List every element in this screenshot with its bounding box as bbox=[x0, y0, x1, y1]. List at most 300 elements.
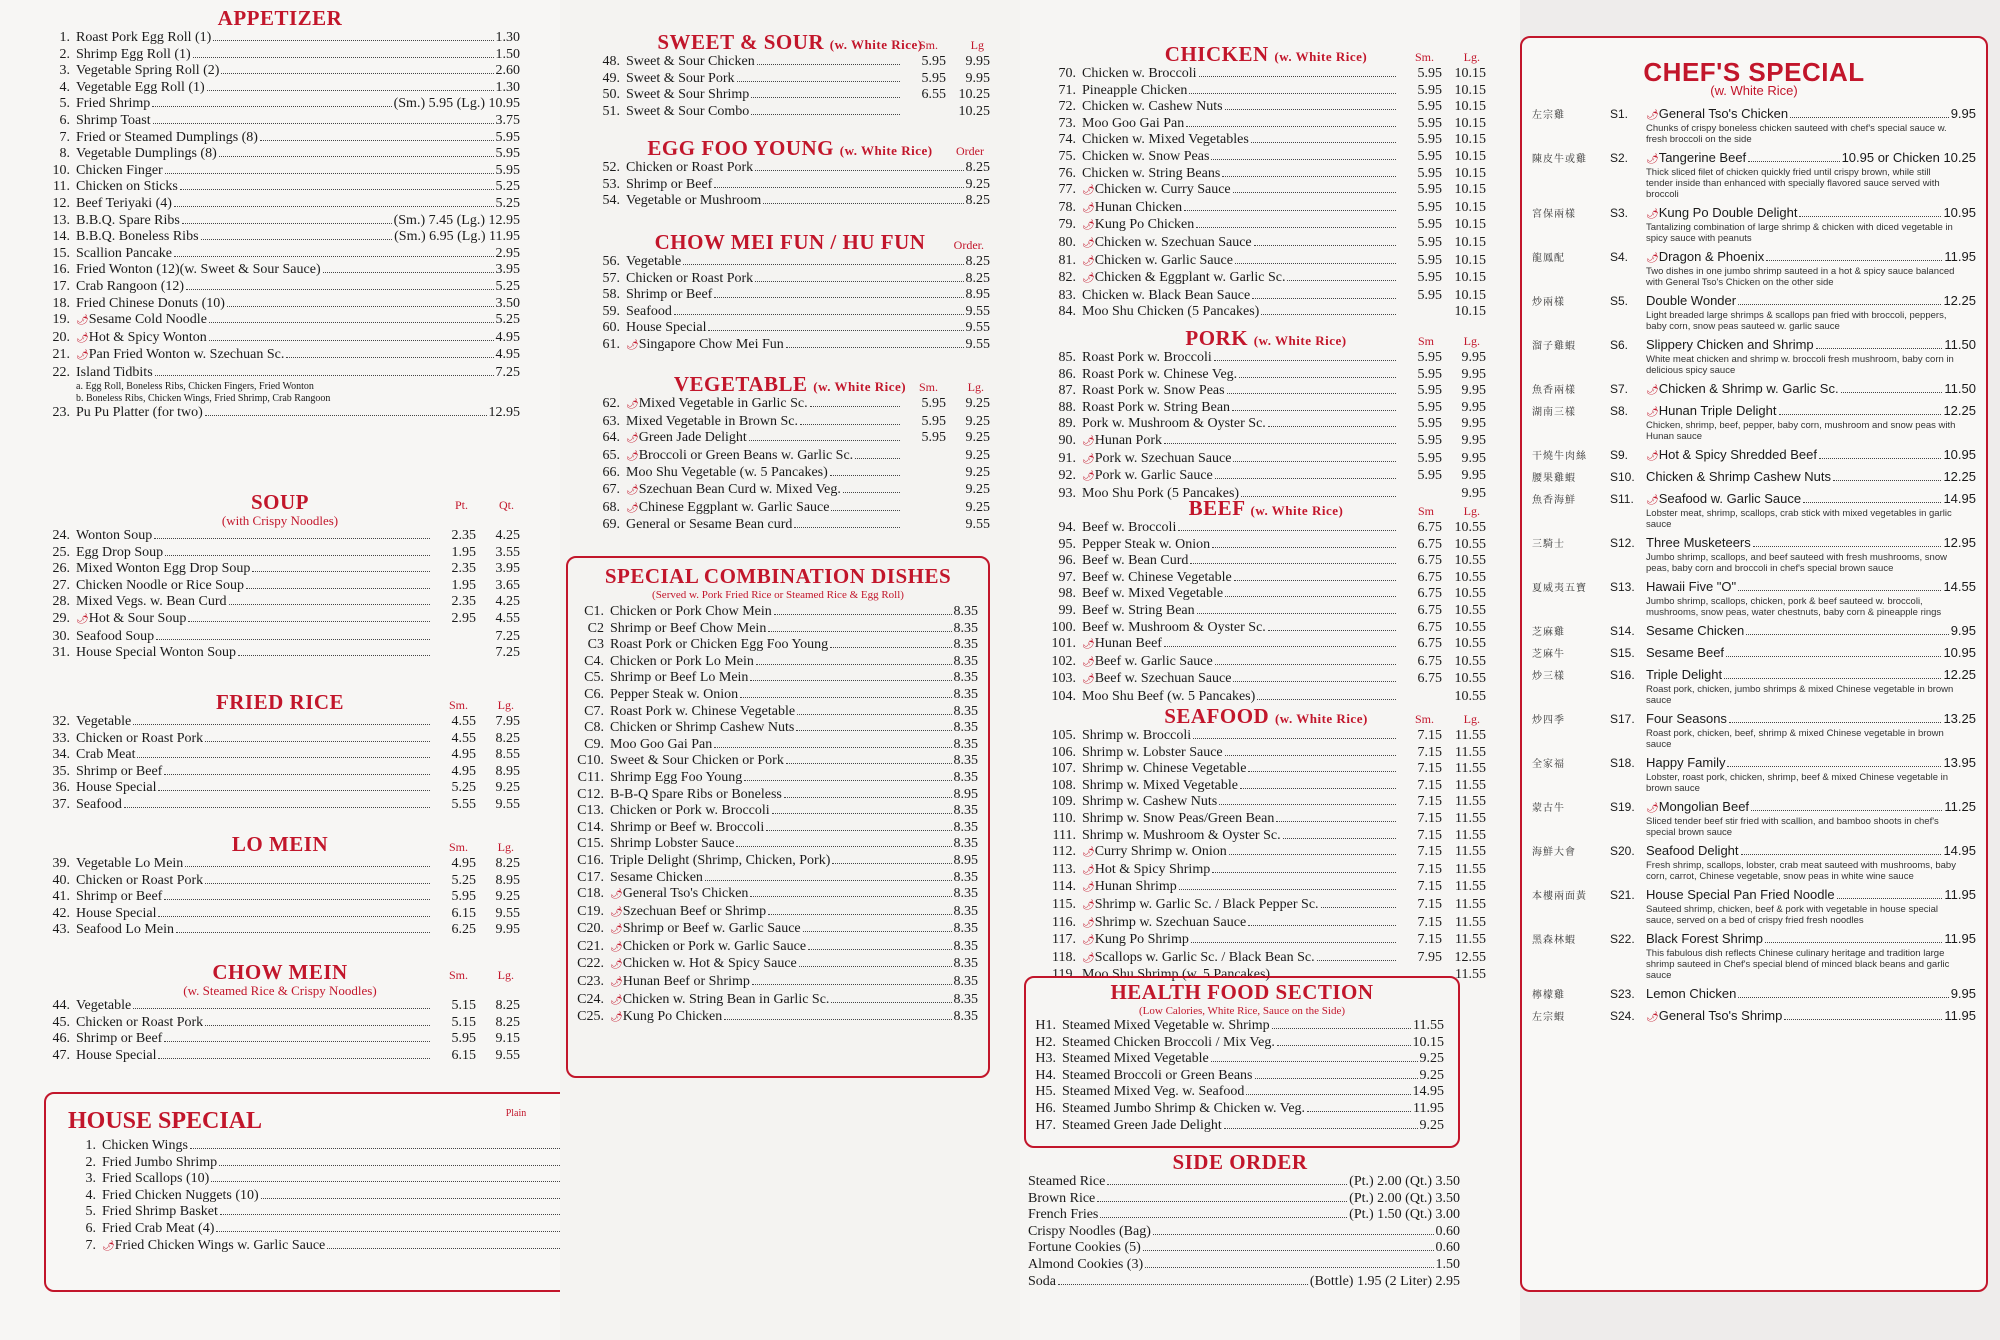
item-number: 69. bbox=[602, 517, 620, 533]
chinese-name: 魚香海鮮 bbox=[1532, 495, 1576, 506]
item-name: Seafood bbox=[626, 303, 672, 319]
item-price: 8.35 bbox=[953, 604, 978, 619]
item-price: 7.25 bbox=[495, 645, 520, 661]
item-price: 5.25 bbox=[495, 195, 520, 211]
item-number: 31. bbox=[52, 645, 70, 661]
item-price: 7.15 bbox=[1417, 777, 1442, 793]
item-description: Chicken, shrimp, beef, pepper, baby corn, mushroom and snow peas with Hunan sauce bbox=[1646, 420, 1956, 442]
item-name: House Special bbox=[76, 905, 157, 921]
menu-item-row bbox=[1046, 200, 1486, 218]
item-price: 4.95 bbox=[495, 347, 520, 363]
item-name: Beef w. Mixed Vegetable bbox=[1082, 586, 1224, 602]
item-price: 5.95 bbox=[451, 1031, 476, 1047]
item-price: 5.25 bbox=[495, 179, 520, 195]
menu-item-row bbox=[40, 213, 520, 230]
item-name: Triple Delight bbox=[1646, 667, 1723, 682]
item-price: 9.95 bbox=[1461, 416, 1486, 432]
menu-item-row bbox=[40, 113, 520, 130]
item-price: 10.15 bbox=[1454, 148, 1486, 164]
menu-item-row bbox=[590, 517, 990, 534]
item-price: 10.25 bbox=[958, 87, 990, 103]
item-description: Fresh shrimp, scallops, lobster, crab meat sauteed with mushrooms, baby corn, carrot, Chinese vegetable, snow peas in white wine sauce bbox=[1646, 860, 1956, 882]
chef-special-item bbox=[1532, 887, 1976, 926]
chinese-name: 炒四季 bbox=[1532, 715, 1565, 726]
item-price: 8.25 bbox=[495, 1014, 520, 1030]
menu-item-row bbox=[590, 254, 990, 271]
menu-item-row bbox=[574, 820, 978, 837]
item-number: 18. bbox=[52, 295, 70, 311]
item-price: 1.95 bbox=[451, 577, 476, 593]
menu-item-row bbox=[590, 104, 990, 121]
item-price: 12.25 bbox=[1943, 667, 1976, 682]
item-price: 11.55 bbox=[1455, 896, 1486, 912]
item-number: 59. bbox=[602, 303, 620, 319]
menu-item-row bbox=[1046, 794, 1486, 811]
menu-item-row bbox=[574, 992, 978, 1010]
item-number: 87. bbox=[1058, 383, 1076, 399]
item-price: 10.15 bbox=[1454, 270, 1486, 286]
menu-item-row bbox=[1026, 1084, 1444, 1101]
menu-item-row bbox=[1046, 116, 1486, 133]
item-price: 6.75 bbox=[1417, 602, 1442, 618]
menu-item-row bbox=[1046, 468, 1486, 486]
item-number: C15. bbox=[577, 836, 604, 852]
spicy-icon: 🌶 bbox=[626, 433, 639, 445]
item-price: 9.95 bbox=[1461, 399, 1486, 415]
appetizer-section bbox=[40, 6, 520, 422]
item-name: Beef Teriyaki (4) bbox=[76, 195, 172, 211]
item-number: 19. bbox=[52, 312, 70, 328]
item-name: Fried Wonton (12)(w. Sweet & Sour Sauce) bbox=[76, 262, 321, 278]
item-price: 9.95 bbox=[965, 70, 990, 86]
item-price: 10.15 bbox=[1454, 165, 1486, 181]
menu-item-row bbox=[1046, 132, 1486, 149]
item-code: S4. bbox=[1610, 250, 1629, 264]
item-description: Chunks of crispy boneless chicken sauteed with chef's special sauce w. fresh broccoli on the side bbox=[1646, 123, 1947, 145]
item-price: 9.25 bbox=[965, 499, 990, 515]
house-special-title: HOUSE SPECIAL bbox=[68, 1108, 263, 1134]
item-price: 11.55 bbox=[1455, 844, 1486, 860]
column-header: Sm. bbox=[918, 38, 938, 52]
item-price: 10.55 bbox=[1454, 586, 1486, 602]
menu-item-row bbox=[1046, 778, 1486, 795]
item-price: 12.25 bbox=[1943, 469, 1976, 484]
item-description: Roast pork, chicken, beef, shrimp & mixed Chinese vegetable in brown sauce bbox=[1646, 728, 1944, 750]
item-price: 7.15 bbox=[1417, 794, 1442, 810]
item-name: Steamed Mixed Veg. w. Seafood bbox=[1062, 1084, 1245, 1100]
item-price: 7.95 bbox=[1417, 949, 1442, 965]
item-name: B.B.Q. Boneless Ribs bbox=[76, 229, 199, 245]
item-name: Seafood Delight bbox=[1646, 843, 1739, 858]
chef-special-item bbox=[1532, 205, 1976, 244]
item-price: 8.35 bbox=[953, 653, 978, 669]
item-name: Fried Shrimp Basket bbox=[102, 1204, 218, 1220]
item-name: Shrimp w. Lobster Sauce bbox=[1082, 744, 1223, 760]
chef-special-box bbox=[1520, 36, 1988, 1292]
item-number: 64. bbox=[602, 430, 620, 446]
item-price: 12.25 bbox=[1943, 293, 1976, 308]
item-price: 5.95 bbox=[1417, 115, 1442, 131]
chow-mei-fun-list bbox=[590, 254, 990, 355]
item-name: Shrimp or Beef bbox=[626, 176, 713, 192]
menu-item-row bbox=[574, 836, 978, 853]
item-number: C4. bbox=[584, 653, 604, 669]
item-number: 58. bbox=[602, 287, 620, 303]
item-number: 32. bbox=[52, 714, 70, 729]
item-price: 9.95 bbox=[1950, 106, 1976, 121]
chinese-name: 本樓兩面黃 bbox=[1532, 891, 1587, 902]
item-price: 11.55 bbox=[1455, 728, 1486, 743]
chinese-name: 海鮮大會 bbox=[1532, 847, 1576, 858]
item-description: Roast pork, chicken, jumbo shrimps & mixed Chinese vegetable in brown sauce bbox=[1646, 684, 1954, 706]
item-name: Triple Delight (Shrimp, Chicken, Pork) bbox=[610, 852, 831, 868]
item-price: 5.95 bbox=[1417, 199, 1442, 215]
vegetable-section bbox=[590, 372, 990, 534]
item-price: 4.25 bbox=[495, 528, 520, 543]
chef-special-item bbox=[1532, 986, 1976, 1003]
menu-item-row bbox=[1046, 350, 1486, 367]
menu-item-row bbox=[574, 720, 978, 737]
item-name: Fried or Steamed Dumplings (8) bbox=[76, 129, 258, 145]
item-price: (Pt.) 1.50 (Qt.) 3.00 bbox=[1349, 1207, 1460, 1223]
combo-box bbox=[566, 556, 990, 1078]
fried-rice-list bbox=[40, 714, 520, 814]
soup-subtitle: (with Crispy Noodles) bbox=[221, 513, 339, 528]
item-name: Slippery Chicken and Shrimp bbox=[1646, 337, 1814, 352]
column-header: Qt. bbox=[499, 498, 514, 512]
item-price: 11.25 bbox=[1944, 799, 1976, 814]
chinese-name: 芝麻牛 bbox=[1532, 649, 1565, 660]
item-name: Steamed Green Jade Delight bbox=[1062, 1117, 1222, 1133]
seafood-title: SEAFOOD (w. White Rice) bbox=[1164, 704, 1368, 728]
spicy-icon: 🌶 bbox=[1082, 471, 1095, 483]
item-number: 8. bbox=[59, 146, 70, 162]
chef-special-item bbox=[1532, 755, 1976, 794]
column-header: Lg. bbox=[967, 380, 984, 394]
item-code: S16. bbox=[1610, 668, 1635, 682]
health-list bbox=[1026, 1018, 1458, 1134]
chinese-name: 龍鳳配 bbox=[1532, 253, 1565, 264]
item-price: 9.95 bbox=[1461, 468, 1486, 484]
spicy-icon: 🌶 bbox=[1082, 917, 1095, 929]
item-code: S20. bbox=[1610, 844, 1635, 858]
item-name: Szechuan Bean Curd w. Mixed Veg. bbox=[638, 481, 841, 497]
item-number: 26. bbox=[52, 561, 70, 577]
item-name: Shrimp w. Chinese Vegetable bbox=[1082, 761, 1247, 777]
vegetable-list bbox=[590, 396, 990, 534]
item-price: 5.25 bbox=[451, 872, 476, 888]
item-price: 5.95 bbox=[1417, 432, 1442, 448]
spicy-icon: 🌶 bbox=[1082, 882, 1095, 894]
item-number: 7. bbox=[59, 129, 70, 145]
menu-item-row bbox=[1046, 761, 1486, 778]
item-name: Shrimp or Beef w. Broccoli bbox=[610, 819, 765, 835]
item-number: 2. bbox=[85, 1154, 96, 1170]
item-name: Hunan Beef bbox=[1094, 636, 1162, 652]
spicy-icon: 🌶 bbox=[1082, 435, 1095, 447]
item-description: Thick sliced filet of chicken quickly fried until crispy brown, while still tender inside than enhanced with specially flavored sauce served with broccoli bbox=[1646, 167, 1940, 200]
item-number: 24. bbox=[52, 528, 70, 543]
menu-item-row bbox=[40, 922, 520, 939]
item-number: C14. bbox=[577, 819, 604, 835]
item-price: 5.15 bbox=[451, 1014, 476, 1030]
menu-item-row bbox=[590, 482, 990, 500]
item-name: Chicken Wings bbox=[102, 1138, 188, 1153]
spicy-icon: 🌶 bbox=[76, 315, 89, 327]
item-price: 5.95 bbox=[1417, 366, 1442, 382]
item-name: Roast Pork w. Snow Peas bbox=[1082, 383, 1225, 399]
item-number: 75. bbox=[1058, 148, 1076, 164]
menu-item-row bbox=[1046, 217, 1486, 235]
item-number: 101. bbox=[1051, 636, 1076, 652]
item-description: White meat chicken and shrimp w. broccoli fresh mushroom, baby corn in delicious spicy sauce bbox=[1646, 354, 1954, 376]
item-name: B.B.Q. Spare Ribs bbox=[76, 212, 180, 228]
column-header: Order. bbox=[953, 238, 984, 252]
chef-special-item bbox=[1532, 623, 1976, 640]
spicy-icon: 🌶 bbox=[1082, 255, 1095, 267]
menu-item-row bbox=[574, 670, 978, 687]
item-name: Scallion Pancake bbox=[76, 245, 173, 261]
item-name: Chicken Noodle or Rice Soup bbox=[76, 577, 244, 593]
item-name: Kung Po Chicken bbox=[622, 1009, 723, 1025]
spicy-icon: 🌶 bbox=[1082, 237, 1095, 249]
menu-item-row bbox=[574, 687, 978, 704]
item-number: C22. bbox=[577, 956, 604, 972]
item-name: Steamed Rice bbox=[1028, 1174, 1106, 1189]
item-price: 11.55 bbox=[1455, 810, 1486, 826]
menu-item-row bbox=[40, 747, 520, 764]
item-number: 81. bbox=[1058, 252, 1076, 268]
spicy-icon: 🌶 bbox=[610, 1012, 623, 1024]
item-name: Wonton Soup bbox=[76, 528, 153, 543]
menu-item-row bbox=[40, 47, 520, 64]
menu-item-row bbox=[40, 629, 520, 646]
item-number: 34. bbox=[52, 747, 70, 763]
spicy-icon: 🌶 bbox=[1646, 209, 1659, 220]
item-price: 5.25 bbox=[495, 278, 520, 294]
menu-item-row bbox=[40, 296, 520, 313]
menu-item-row bbox=[1046, 166, 1486, 183]
side-order-section bbox=[1020, 1150, 1460, 1290]
chinese-name: 左宗蝦 bbox=[1532, 1012, 1565, 1023]
item-number: 68. bbox=[602, 499, 620, 515]
menu-item-row bbox=[1046, 149, 1486, 166]
item-name: Beef w. Szechuan Sauce bbox=[1094, 671, 1232, 687]
chinese-name: 全家福 bbox=[1532, 759, 1565, 770]
item-description: Light breaded large shrimps & scallops pan fried with broccoli, peppers, baby corn, snow peas sauteed w. garlic sauce bbox=[1646, 310, 1947, 332]
chef-special-list bbox=[1522, 106, 1986, 1025]
item-code: S21. bbox=[1610, 888, 1635, 902]
chinese-name: 檸檬雞 bbox=[1532, 990, 1565, 1001]
item-price: 14.95 bbox=[1943, 491, 1976, 506]
item-price: 6.55 bbox=[921, 87, 946, 103]
spicy-icon: 🌶 bbox=[1646, 110, 1659, 121]
item-name: Moo Shu Pork (5 Pancakes) bbox=[1082, 485, 1240, 501]
item-name: Island Tidbits bbox=[76, 364, 153, 380]
item-price: 10.55 bbox=[1454, 536, 1486, 552]
item-name: Singapore Chow Mei Fun bbox=[638, 336, 784, 352]
menu-item-row bbox=[1026, 1018, 1444, 1035]
item-name: Chicken w. Black Bean Sauce bbox=[1082, 287, 1251, 303]
spicy-icon: 🌶 bbox=[1082, 202, 1095, 214]
combo-list bbox=[568, 602, 988, 1027]
item-number: 22. bbox=[52, 364, 70, 380]
menu-item-row bbox=[1026, 1068, 1444, 1085]
item-number: 63. bbox=[602, 413, 620, 429]
item-number: C8. bbox=[584, 720, 604, 736]
item-name: Steamed Mixed Vegetable bbox=[1062, 1051, 1209, 1067]
item-price: 5.95 bbox=[921, 396, 946, 411]
item-number: 47. bbox=[52, 1047, 70, 1063]
item-number: 116. bbox=[1052, 914, 1076, 930]
item-price: 10.15 bbox=[1454, 252, 1486, 268]
item-price: 11.95 bbox=[1944, 249, 1976, 264]
menu-item-row bbox=[1026, 1118, 1444, 1135]
item-price: 8.95 bbox=[965, 287, 990, 303]
spicy-icon: 🌶 bbox=[610, 941, 623, 953]
menu-item-row bbox=[1046, 288, 1486, 305]
chow-mein-section bbox=[40, 960, 520, 1064]
item-code: S3. bbox=[1610, 206, 1629, 220]
item-name: General Tso's Chicken bbox=[622, 886, 749, 902]
item-price: 10.15 bbox=[1454, 115, 1486, 131]
item-price: 7.15 bbox=[1417, 861, 1442, 877]
appetizer-list bbox=[40, 30, 520, 381]
item-price: 10.95 bbox=[1943, 645, 1976, 660]
menu-item-row bbox=[40, 645, 520, 662]
item-price: 4.25 bbox=[495, 594, 520, 610]
item-price: 9.95 bbox=[1461, 366, 1486, 382]
spicy-icon: 🌶 bbox=[1646, 385, 1659, 396]
item-price: 9.55 bbox=[495, 1047, 520, 1063]
item-price: 11.55 bbox=[1455, 744, 1486, 760]
item-price: 5.95 bbox=[1417, 66, 1442, 81]
item-price: 5.95 bbox=[1417, 252, 1442, 268]
item-number: 40. bbox=[52, 872, 70, 888]
menu-item-row bbox=[590, 320, 990, 337]
menu-item-row bbox=[40, 330, 520, 348]
item-price: 8.35 bbox=[953, 753, 978, 769]
item-price: 3.50 bbox=[495, 295, 520, 311]
item-price: 12.95 bbox=[1943, 535, 1976, 550]
item-price: 9.95 bbox=[1461, 485, 1486, 501]
side-order-row bbox=[1020, 1174, 1460, 1191]
chef-special-title: CHEF'S SPECIAL bbox=[1643, 57, 1865, 87]
item-number: 114. bbox=[1052, 879, 1076, 895]
fried-rice-section bbox=[40, 690, 520, 814]
item-number: 83. bbox=[1058, 287, 1076, 303]
menu-item-row bbox=[1046, 828, 1486, 845]
column-header: Sm bbox=[1417, 504, 1434, 518]
item-name: House Special bbox=[76, 780, 157, 796]
item-number: 105. bbox=[1051, 728, 1076, 743]
item-price: 9.25 bbox=[965, 447, 990, 463]
item-price: 11.95 bbox=[1944, 1008, 1976, 1023]
item-name: Beef w. String Bean bbox=[1082, 602, 1195, 618]
item-name: Vegetable bbox=[76, 714, 132, 729]
item-name: Soda bbox=[1028, 1273, 1056, 1289]
spicy-icon: 🌶 bbox=[626, 339, 639, 351]
item-description: Lobster meat, shrimp, scallops, crab stick with mixed vegetables in garlic sauce bbox=[1646, 508, 1952, 530]
item-name: Shrimp or Beef Chow Mein bbox=[610, 620, 767, 636]
item-name: Shrimp w. Cashew Nuts bbox=[1082, 794, 1218, 810]
lo-mein-section bbox=[40, 832, 520, 939]
item-name: Kung Po Chicken bbox=[1094, 217, 1195, 233]
menu-item-row bbox=[1046, 897, 1486, 915]
item-number: 112. bbox=[1052, 844, 1076, 860]
tidbits-note-a: a. Egg Roll, Boneless Ribs, Chicken Fingers, Fried Wonton bbox=[76, 381, 314, 393]
item-price: 10.15 bbox=[1454, 182, 1486, 198]
item-price: 5.95 bbox=[1417, 182, 1442, 198]
item-number: C7. bbox=[584, 703, 604, 719]
menu-item-row bbox=[40, 229, 520, 246]
item-price: 9.55 bbox=[965, 517, 990, 533]
item-price: 5.15 bbox=[451, 998, 476, 1013]
item-price: 10.55 bbox=[1454, 520, 1486, 535]
item-name: Moo Goo Gai Pan bbox=[610, 736, 713, 752]
menu-item-row bbox=[40, 856, 520, 873]
item-name: Mixed Wonton Egg Drop Soup bbox=[76, 561, 251, 577]
menu-item-row bbox=[590, 177, 990, 194]
item-name: Vegetable Spring Roll (2) bbox=[76, 63, 220, 79]
item-price: 10.55 bbox=[1454, 653, 1486, 669]
chow-mein-list bbox=[40, 998, 520, 1064]
menu-item-row bbox=[1046, 671, 1486, 689]
item-name: Sweet & Sour Combo bbox=[626, 103, 750, 119]
item-name: B-B-Q Spare Ribs or Boneless bbox=[610, 786, 782, 802]
item-name: Seafood Soup bbox=[76, 628, 155, 644]
spicy-icon: 🌶 bbox=[1082, 952, 1095, 964]
item-price: 5.95 bbox=[1417, 450, 1442, 466]
item-number: 48. bbox=[602, 54, 620, 69]
item-name: Roast Pork w. Chinese Veg. bbox=[1082, 366, 1238, 382]
item-price: 10.15 bbox=[1454, 82, 1486, 98]
item-price: 8.25 bbox=[495, 730, 520, 746]
item-price: (Bottle) 1.95 (2 Liter) 2.95 bbox=[1309, 1273, 1460, 1289]
menu-item-row bbox=[1046, 915, 1486, 933]
item-name: Chicken or Roast Pork bbox=[76, 872, 204, 888]
item-price: 9.25 bbox=[965, 481, 990, 497]
menu-item-row bbox=[574, 737, 978, 754]
item-price: 8.95 bbox=[495, 763, 520, 779]
item-price: 12.25 bbox=[1943, 403, 1976, 418]
item-price: 6.15 bbox=[451, 905, 476, 921]
item-number: C19. bbox=[577, 903, 604, 919]
item-price: 6.25 bbox=[451, 922, 476, 938]
spicy-icon: 🌶 bbox=[1082, 656, 1095, 668]
menu-item-row bbox=[1046, 844, 1486, 862]
item-price: 14.95 bbox=[1943, 843, 1976, 858]
item-name: Chicken or Roast Pork bbox=[626, 270, 754, 286]
side-order-row bbox=[1020, 1207, 1460, 1224]
item-name: Hot & Spicy Wonton bbox=[88, 329, 207, 345]
item-price: 10.55 bbox=[1454, 602, 1486, 618]
pork-section bbox=[1046, 326, 1486, 502]
item-number: 4. bbox=[59, 79, 70, 95]
chow-mei-fun-section bbox=[590, 230, 990, 355]
chinese-name: 炒兩樣 bbox=[1532, 297, 1565, 308]
item-name: General or Sesame Bean curd bbox=[626, 517, 793, 533]
menu-item-row bbox=[1046, 253, 1486, 271]
item-price: 8.95 bbox=[953, 786, 978, 802]
item-name: Shrimp Egg Foo Young bbox=[610, 769, 743, 785]
item-number: 117. bbox=[1052, 932, 1076, 948]
item-price: 7.15 bbox=[1417, 761, 1442, 777]
item-number: 119. bbox=[1052, 967, 1076, 983]
item-number: C11. bbox=[577, 769, 604, 785]
item-number: 52. bbox=[602, 160, 620, 175]
spicy-icon: 🌶 bbox=[610, 959, 623, 971]
